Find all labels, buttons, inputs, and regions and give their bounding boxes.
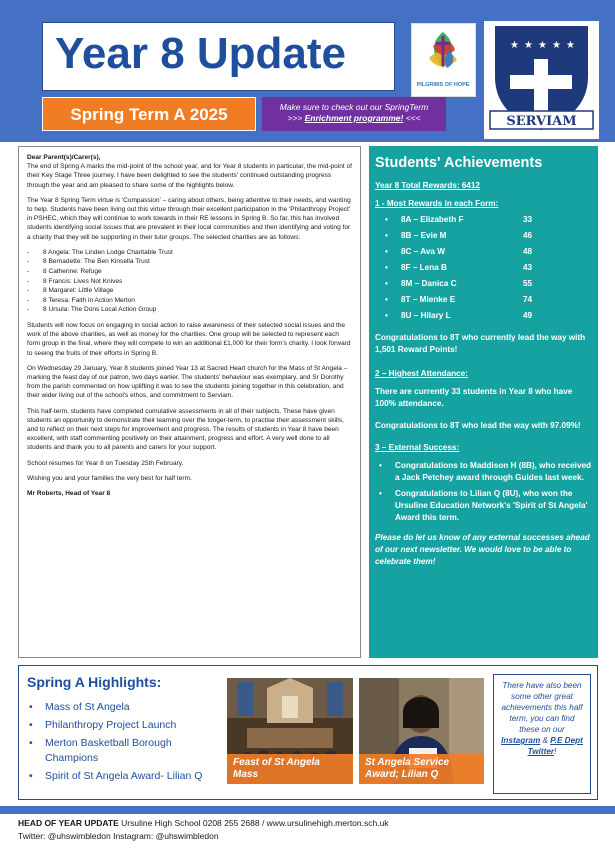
highlights-list [27,700,222,787]
achievements-panel [369,146,598,658]
attendance-text: There are currently 33 students in Year 8 who have 100% attendance. [375,387,573,408]
bullet-icon: • [385,247,388,256]
footer-bar [0,806,615,814]
footer-contact [18,817,389,830]
bullet-icon: • [385,311,388,320]
svg-text:★: ★ [524,40,533,51]
enrichment-link-line [262,113,446,124]
attendance-heading: 2 – Highest Attendance: [375,369,468,378]
letter-paragraph: School resumes for Year 8 on Tuesday 25th February. [27,459,184,467]
form-student: 8M – Danica C [401,279,457,288]
instagram-link[interactable]: Instagram [501,736,541,745]
highlight-item [27,736,222,766]
bullet-icon: • [385,295,388,304]
attendance-congrats: Congratulations to 8T who lead the way with 97.09%! [375,421,581,430]
svg-text:SERVIAM: SERVIAM [506,114,577,129]
form-count: 43 [523,263,533,272]
bullet-icon: • [29,737,33,749]
svg-text:★: ★ [566,40,575,51]
form-reward-row [375,294,592,310]
charity-item: - 8 Margaret: Little Village [27,286,352,296]
svg-text:★: ★ [552,40,561,51]
bullet-icon: • [385,231,388,240]
success-text: Congratulations to Maddison H (8B), who received a Jack Petchey award through Guides last week. [395,461,592,482]
note-mid: & [540,736,551,745]
head-of-year-letter [18,146,361,658]
form-student: 8T – Mienke E [401,295,456,304]
svg-text:★: ★ [510,40,519,51]
total-rewards: Year 8 Total Rewards: 6412 [375,181,480,190]
enrichment-text: Make sure to check out our SpringTerm [279,102,429,112]
note-text: There have also been some other great achievements this half term, you can find these on our [501,681,583,734]
footer [18,817,389,843]
form-reward-row [375,246,592,262]
bullet-icon: • [385,263,388,272]
title-box [42,22,395,91]
page-title: Year 8 Update [55,29,347,78]
bullet-icon: • [29,770,33,782]
highlight-text: Merton Basketball Borough Champions [45,737,172,764]
letter-paragraph: The Year 8 Spring Term virtue is 'Compassion' – caring about others, being attentive to their needs, and wanting to help. Students have been living out this virtue through their excellent participation in the 'Philanthropy Project' in PSHEC, which they will continue to work towards in their RE lessons in Spring B. So far, this has involved students identifying social issues that are prevalent in their local communities and then identifying and voting for a charity that they will be supporting in their tutor groups. The selected charities are as follows: [27,196,351,241]
enrichment-prefix: >>> [287,113,305,123]
bullet-icon: • [385,215,388,224]
letter-signoff: Mr Roberts, Head of Year 8 [27,490,111,498]
enrichment-link[interactable]: Enrichment programme! [304,113,404,123]
highlight-text: Philanthropy Project Launch [45,719,177,731]
form-student: 8C – Ava W [401,247,445,256]
header-band [0,0,615,142]
external-success-list [375,460,592,524]
form-count: 33 [523,215,533,224]
charity-item: - 8 Ursula: The Dons Local Action Group [27,305,352,315]
bullet-icon: • [379,489,382,498]
form-student: 8F – Lena B [401,263,447,272]
bullet-icon: • [385,279,388,288]
svg-text:PILGRIMS OF HOPE: PILGRIMS OF HOPE [416,82,470,88]
form-rewards-list [375,214,592,326]
bullet-icon: • [29,719,33,731]
charity-item: - 8 Angela: The Linden Lodge Charitable Trust [27,248,352,258]
success-item [375,460,592,484]
form-reward-row [375,310,592,326]
mass-photo [227,678,353,784]
letter-paragraph: This half-term, students have completed cumulative assessments in all of their subjects. These have given students an opportunity to demonstrate their learning over the longer-term, to practise their assessment skills, and to reflect on their next steps for improvement and progress. The results of students in Year 8 have been excellent, with staff commenting positively on their attainment, progress and effort. A very well done to all students and thank you to all parents and carers for your support. [27,407,344,452]
rewards-congrats: Congratulations to 8T who currently lead the way with 1,501 Reward Points! [375,333,586,354]
charity-item: - 8 Francis: Lives Not Knives [27,277,352,287]
footer-heading: HEAD OF YEAR UPDATE [18,818,119,828]
external-success-heading: 3 – External Success: [375,443,460,452]
charity-item: - 8 Teresa: Faith in Action Merton [27,296,352,306]
success-text: Congratulations to Lilian Q (8U), who won the Ursuline Education Network's 'Spirit of St Angela' Award this term. [395,489,588,522]
achievements-closing: Please do let us know of any external successes ahead of our next newsletter. We would love to be able to celebrate them! [375,533,590,566]
form-count: 49 [523,311,533,320]
highlight-text: Mass of St Angela [45,701,130,713]
success-item [375,488,592,524]
form-reward-row [375,262,592,278]
letter-paragraph: The end of Spring A marks the mid-point of the school year, and for Year 8 students in particular, the mid-point of their Key Stage Three journey. I have been delighted to see the students' continued outstanding progress through the year and am pleased to share some of the highlights below. [27,163,352,189]
form-reward-row [375,214,592,230]
form-count: 46 [523,231,533,240]
highlights-title: Spring A Highlights: [27,674,162,690]
photo-caption: St Angela Service Award; Lilian Q [359,754,484,784]
note-end: ! [554,747,557,756]
letter-paragraph: On Wednesday 29 January, Year 8 students joined Year 13 at Sacred Heart church for the Mass of St Angela – marking the feast day of our patron, two days earlier. The students' behaviour was exemplary, and Sr Dorothy from the parish commented on how uplifting it was to see the students joining together in this celebration, and their wider living out of the school's ethos, and commitment to Serviam. [27,364,348,400]
twitter-link[interactable]: P.E Dept Twitter [527,736,583,756]
bullet-icon: • [29,701,33,713]
letter-paragraph: Students will now focus on engaging in social action to raise awareness of their selected social issues and the work of the above charities, as well as money for the charities. One group will be selected to represent each form group in the final, where they will compete to win an additional £1,000 for their form's charity. I look forward to seeing the fruits of their efforts in Spring B. [27,321,351,357]
form-reward-row [375,230,592,246]
term-badge [42,97,256,131]
photo-caption: Feast of St Angela Mass [227,754,353,784]
letter-paragraph: Wishing you and your families the very best for half term. [27,474,192,482]
letter-greeting: Dear Parent(s)/Carer(s), [27,154,101,161]
term-label: Spring Term A 2025 [70,105,228,124]
form-count: 74 [523,295,533,304]
form-count: 55 [523,279,533,288]
svg-text:★: ★ [538,40,547,51]
form-student: 8U – Hilary L [401,311,451,320]
social-media-note [493,674,591,794]
footer-social: Twitter: @uhswimbledon Instagram: @uhswimbledon [18,831,219,841]
form-student: 8A – Elizabeth F [401,215,464,224]
form-count: 48 [523,247,533,256]
footer-details: Ursuline High School 0208 255 2688 / www.ursulinehigh.merton.sch.uk [118,818,389,828]
highlight-item [27,769,222,784]
form-student: 8B – Evie M [401,231,447,240]
highlight-text: Spirit of St Angela Award- Lilian Q [45,770,203,782]
enrichment-suffix: <<< [403,113,421,123]
form-reward-row [375,278,592,294]
highlight-item [27,700,222,715]
most-rewards-heading: 1 - Most Rewards in each Form: [375,199,499,208]
award-photo [359,678,484,784]
charity-list [27,248,352,315]
school-crest [484,21,599,139]
highlight-item [27,718,222,733]
bullet-icon: • [379,461,382,470]
charity-item: - 8 Bernadette: The Ben Kinsella Trust [27,257,352,267]
pilgrims-of-hope-logo [411,23,476,97]
achievements-title: Students' Achievements [375,155,543,171]
enrichment-banner [262,97,446,131]
charity-item: - 8 Catherine: Refuge [27,267,352,277]
highlights-panel [18,665,598,800]
